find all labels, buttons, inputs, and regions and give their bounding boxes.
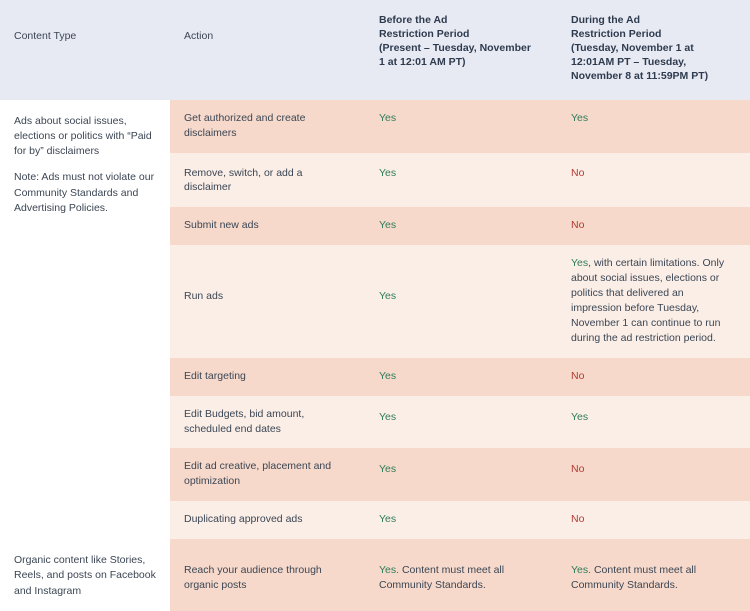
before-period-cell — [365, 358, 557, 396]
status-detail: , with certain limitations. Only about social issues, elections or politics that delivered an impression before Tuesday, November 1 can continue to run during the ad restriction period. — [571, 257, 725, 344]
status-badge: Yes — [379, 369, 397, 382]
during-period-cell — [557, 501, 750, 539]
content-type-cell-organic — [0, 539, 170, 611]
content-type-cell-ads — [0, 100, 170, 539]
status-badge: No — [571, 369, 585, 382]
action-cell: Edit Budgets, bid amount, scheduled end dates — [170, 396, 365, 449]
status-badge: Yes — [379, 513, 397, 526]
table-row — [0, 539, 750, 611]
table-header-row — [0, 0, 750, 100]
action-cell: Remove, switch, or add a disclaimer — [170, 153, 365, 208]
during-period-cell — [557, 245, 750, 357]
before-period-cell — [365, 100, 557, 153]
during-period-cell — [557, 396, 750, 449]
status-badge: No — [571, 513, 585, 526]
column-header-action: Action — [170, 0, 365, 100]
action-cell: Run ads — [170, 245, 365, 357]
during-period-line-2: Restriction Period — [571, 27, 662, 40]
status-badge: Yes — [571, 257, 589, 270]
content-type-note: Note: Ads must not violate our Community Standards and Advertising Policies. — [14, 171, 155, 214]
action-cell: Duplicating approved ads — [170, 501, 365, 539]
during-period-line-5: November 8 at 11:59PM PT) — [571, 69, 709, 82]
during-period-line-3: (Tuesday, November 1 at — [571, 41, 694, 54]
status-badge: No — [571, 463, 585, 476]
status-badge: Yes — [571, 410, 589, 423]
during-period-cell — [557, 153, 750, 208]
before-period-line-2: Restriction Period — [379, 27, 470, 40]
status-badge: Yes — [379, 463, 397, 476]
status-detail: Content must meet all Community Standards. — [571, 564, 697, 592]
action-cell: Reach your audience through organic posts — [170, 539, 365, 611]
during-period-cell — [557, 358, 750, 396]
during-period-line-1: During the Ad — [571, 14, 641, 26]
status-badge: Yes — [379, 290, 397, 303]
during-period-cell — [557, 207, 750, 245]
before-period-line-3: (Present – Tuesday, November — [379, 41, 531, 54]
during-period-cell — [557, 100, 750, 153]
action-cell: Submit new ads — [170, 207, 365, 245]
action-cell: Get authorized and create disclaimers — [170, 100, 365, 153]
table-body — [0, 100, 750, 611]
before-period-cell — [365, 245, 557, 357]
status-detail: Content must meet all Community Standards. — [379, 564, 505, 592]
during-period-cell — [557, 539, 750, 611]
status-badge: Yes — [571, 111, 589, 124]
content-type-title: Organic content like Stories, Reels, and posts on Facebook and Instagram — [14, 554, 156, 597]
before-period-cell — [365, 539, 557, 611]
before-period-cell — [365, 153, 557, 208]
status-badge: Yes — [379, 410, 397, 423]
during-period-cell — [557, 448, 750, 501]
status-badge: No — [571, 166, 585, 179]
content-type-title: Ads about social issues, elections or politics with “Paid for by” disclaimers — [14, 114, 152, 158]
status-badge: Yes. — [571, 564, 592, 577]
action-cell: Edit targeting — [170, 358, 365, 396]
column-header-content-type: Content Type — [0, 0, 170, 100]
before-period-line-1: Before the Ad — [379, 14, 448, 26]
action-cell: Edit ad creative, placement and optimization — [170, 448, 365, 501]
before-period-cell — [365, 396, 557, 449]
column-header-during-period — [557, 0, 750, 100]
during-period-line-4: 12:01AM PT – Tuesday, — [571, 55, 687, 68]
status-badge: Yes — [379, 111, 397, 124]
status-badge: Yes. — [379, 564, 400, 577]
status-badge: No — [571, 219, 585, 232]
status-badge: Yes — [379, 219, 397, 232]
before-period-cell — [365, 207, 557, 245]
status-badge: Yes — [379, 166, 397, 179]
table-header — [0, 0, 750, 100]
before-period-cell — [365, 501, 557, 539]
column-header-before-period — [365, 0, 557, 100]
before-period-cell — [365, 448, 557, 501]
table-row — [0, 100, 750, 153]
before-period-line-4: 1 at 12:01 AM PT) — [379, 55, 466, 68]
